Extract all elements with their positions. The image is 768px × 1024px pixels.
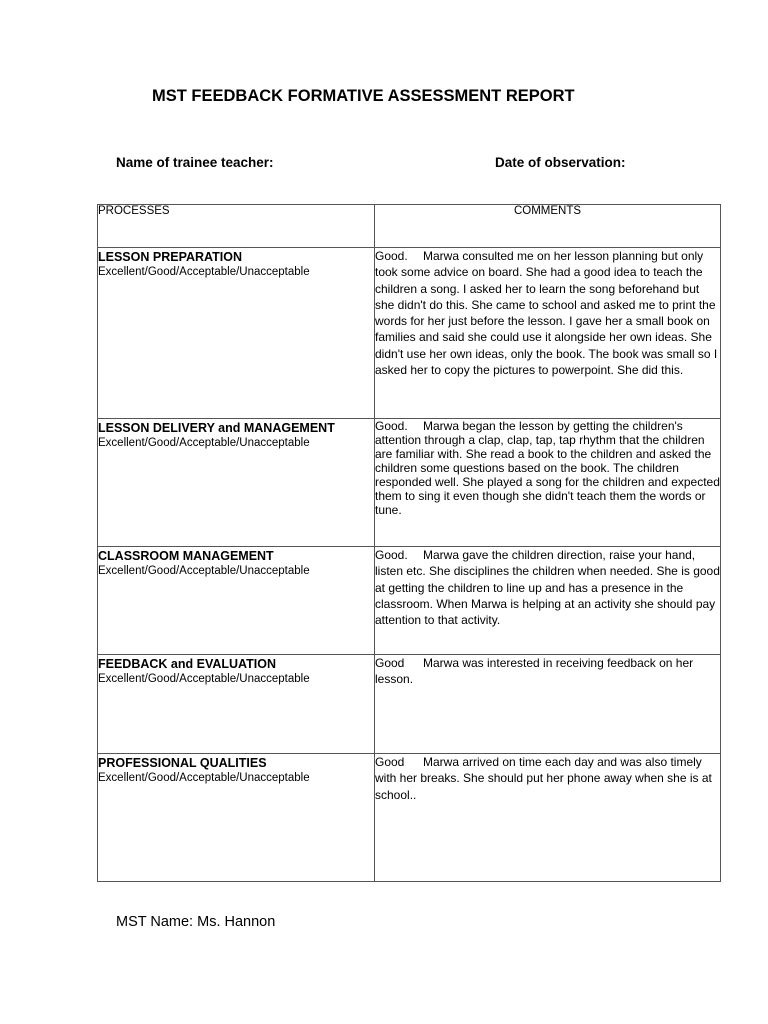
rating-value: Good [375, 656, 405, 670]
comment-text: Marwa arrived on time each day and was also timely with her breaks. She should put her phone away when she is at school.. [375, 755, 712, 802]
mst-name: MST Name: Ms. Hannon [116, 914, 276, 930]
process-cell [98, 419, 375, 547]
comment-text: Marwa gave the children direction, raise your hand, listen etc. She disciplines the children when needed. She is good at getting the children to line up and has a presence in the classroom. When Marwa is helping at an activity she should pay attention to that activity. [375, 548, 720, 628]
comment-cell [375, 655, 721, 754]
rating-scale: Excellent/Good/Acceptable/Unacceptable [98, 437, 310, 449]
rating-scale: Excellent/Good/Acceptable/Unacceptable [98, 266, 310, 278]
table-row [98, 655, 721, 754]
comment-cell [375, 547, 721, 655]
process-name: CLASSROOM MANAGEMENT [98, 549, 274, 563]
comment-cell [375, 248, 721, 419]
process-cell [98, 754, 375, 882]
rating-scale: Excellent/Good/Acceptable/Unacceptable [98, 772, 310, 784]
rating-scale: Excellent/Good/Acceptable/Unacceptable [98, 565, 310, 577]
table-row [98, 419, 721, 547]
comment-cell [375, 754, 721, 882]
trainee-teacher-label: Name of trainee teacher: [116, 155, 274, 170]
assessment-table [97, 204, 721, 882]
comment-text: Marwa began the lesson by getting the children's attention through a clap, clap, tap, tap rhythm that the children are familiar with. She read a book to the children and asked the children some questions based on the book. The children responded well. She played a song for the children and expected them to sing it even though she didn't teach them the words or tune. [375, 419, 720, 517]
process-name: LESSON DELIVERY and MANAGEMENT [98, 421, 335, 435]
process-name: LESSON PREPARATION [98, 250, 242, 264]
table-row [98, 754, 721, 882]
process-cell [98, 655, 375, 754]
comment-text: Marwa was interested in receiving feedback on her lesson. [375, 656, 694, 687]
report-title: MST FEEDBACK FORMATIVE ASSESSMENT REPORT [152, 87, 575, 105]
rating-value: Good [375, 755, 405, 769]
rating-value: Good. [375, 419, 408, 433]
process-name: FEEDBACK and EVALUATION [98, 657, 277, 671]
comment-cell [375, 419, 721, 547]
rating-value: Good. [375, 548, 408, 562]
processes-header: PROCESSES [98, 205, 375, 248]
table-row [98, 547, 721, 655]
comments-header: COMMENTS [375, 205, 721, 248]
process-name: PROFESSIONAL QUALITIES [98, 756, 267, 770]
process-cell [98, 547, 375, 655]
rating-scale: Excellent/Good/Acceptable/Unacceptable [98, 673, 310, 685]
table-header-row [98, 205, 721, 248]
observation-date-label: Date of observation: [495, 155, 626, 170]
comment-text: Marwa consulted me on her lesson planning but only took some advice on board. She had a good idea to teach the children a song. I asked her to learn the song beforehand but she didn't do this. She came to school and asked me to print the words for her just before the lesson. I gave her a small book on families and said she could use it alongside her own ideas. She didn't use her own ideas, only the book. The book was small so I asked her to copy the pictures to powerpoint. She did this. [375, 249, 718, 378]
table-row [98, 248, 721, 419]
rating-value: Good. [375, 249, 408, 263]
process-cell [98, 248, 375, 419]
